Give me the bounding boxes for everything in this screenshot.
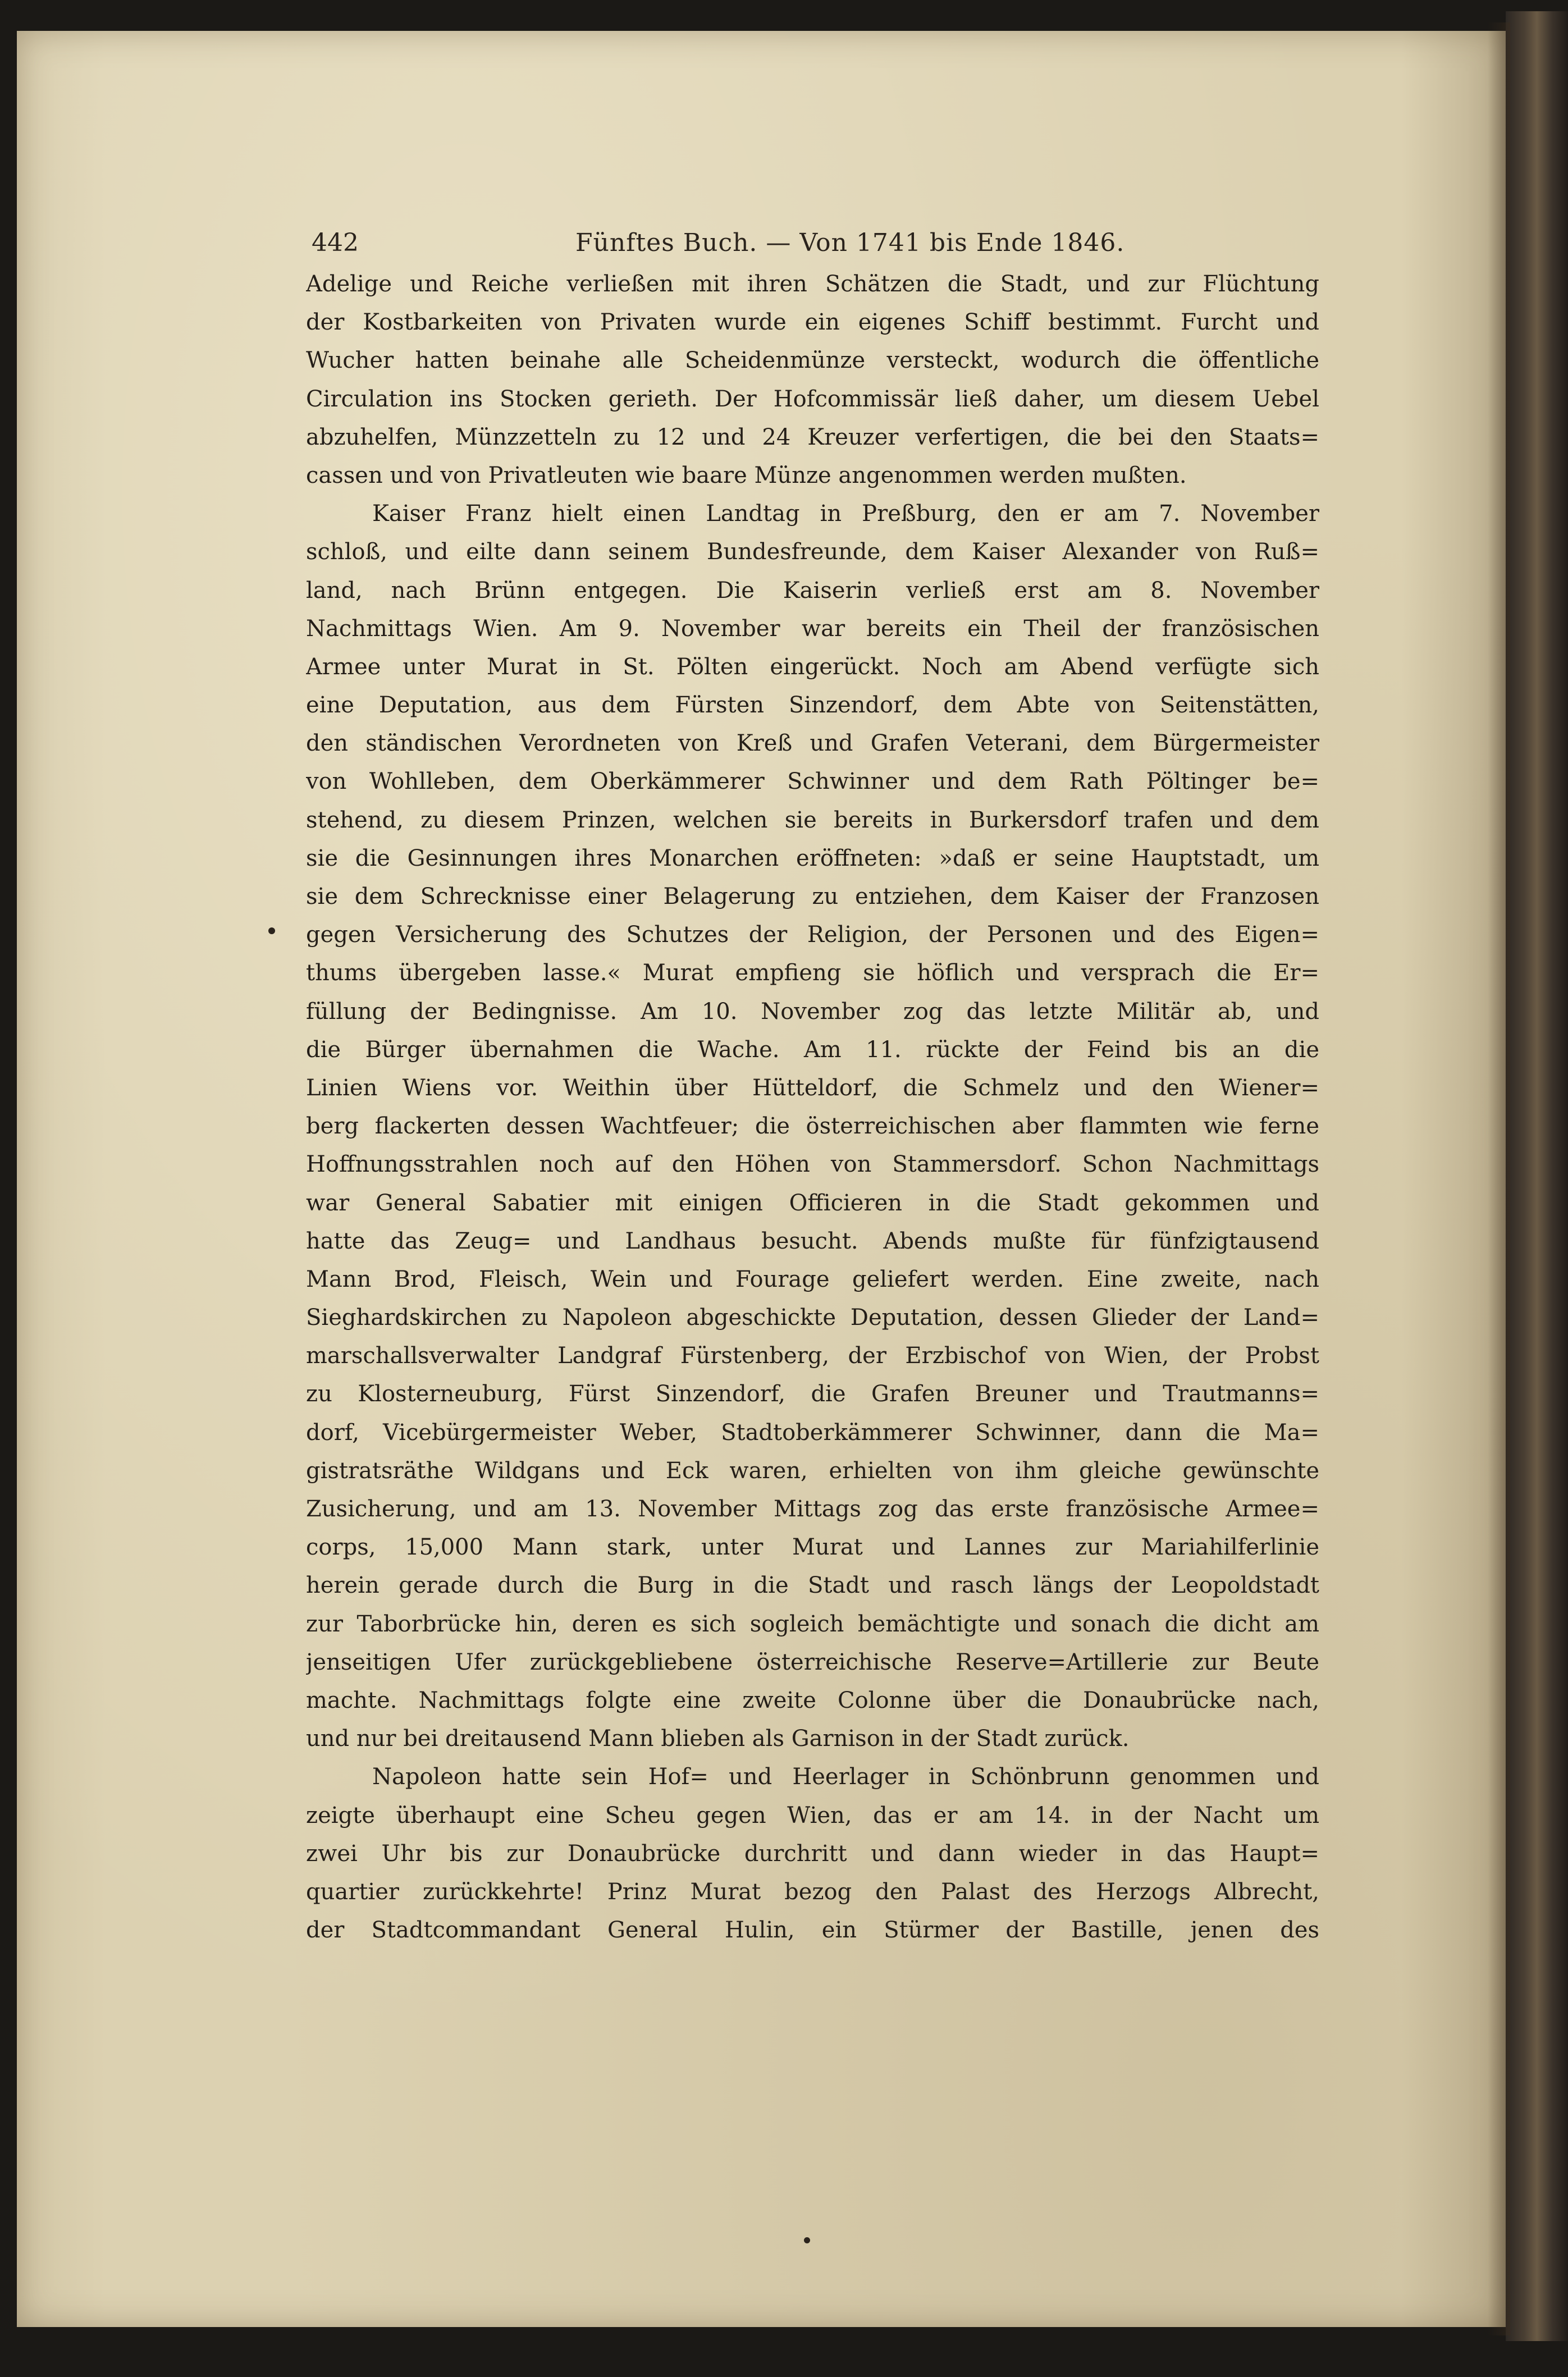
text-line: Armee unter Murat in St. Pölten eingerückt. Noch am Abend verfügte sich bbox=[306, 653, 1319, 680]
text-line: hatte das Zeug= und Landhaus besucht. Abends mußte für fünfzigtausend bbox=[306, 1228, 1319, 1254]
text-line: Zusicherung, und am 13. November Mittags zog das erste französische Armee= bbox=[306, 1496, 1319, 1522]
text-line: Wucher hatten beinahe alle Scheidenmünze versteckt, wodurch die öffentliche bbox=[306, 348, 1319, 374]
text-line: corps, 15,000 Mann stark, unter Murat und Lannes zur Mariahilferlinie bbox=[306, 1534, 1319, 1561]
text-line: quartier zurückkehrte! Prinz Murat bezog den Palast des Herzogs Albrecht, bbox=[306, 1878, 1319, 1905]
text-line: cassen und von Privatleuten wie baare Münze angenommen werden mußten. bbox=[306, 462, 1187, 488]
text-line: war General Sabatier mit einigen Officieren in die Stadt gekommen und bbox=[306, 1190, 1319, 1216]
text-line: von Wohlleben, dem Oberkämmerer Schwinner und dem Rath Pöltinger be= bbox=[306, 769, 1319, 795]
ink-dot-mark bbox=[268, 927, 275, 934]
text-line: Linien Wiens vor. Weithin über Hütteldorf, die Schmelz und den Wiener= bbox=[306, 1075, 1319, 1101]
text-line: Mann Brod, Fleisch, Wein und Fourage geliefert werden. Eine zweite, nach bbox=[306, 1266, 1319, 1292]
text-line: schloß, und eilte dann seinem Bundesfreunde, dem Kaiser Alexander von Ruß= bbox=[306, 539, 1319, 565]
page-gutter-shadow bbox=[1488, 22, 1510, 2335]
text-line: Nachmittags Wien. Am 9. November war bereits ein Theil der französischen bbox=[306, 615, 1319, 642]
text-line: sie dem Schrecknisse einer Belagerung zu entziehen, dem Kaiser der Franzosen bbox=[306, 884, 1319, 909]
body-text bbox=[306, 265, 1319, 1949]
text-line: machte. Nachmittags folgte eine zweite Colonne über die Donaubrücke nach, bbox=[306, 1687, 1319, 1713]
page-number: 442 bbox=[312, 228, 359, 257]
text-line: herein gerade durch die Burg in die Stadt und rasch längs der Leopoldstadt bbox=[306, 1573, 1319, 1599]
text-line: stehend, zu diesem Prinzen, welchen sie bereits in Burkersdorf trafen und dem bbox=[306, 807, 1319, 833]
text-line: Sieghardskirchen zu Napoleon abgeschickte Deputation, dessen Glieder der Land= bbox=[306, 1305, 1319, 1331]
text-line: sie die Gesinnungen ihres Monarchen eröffneten: »daß er seine Hauptstadt, um bbox=[306, 845, 1319, 871]
text-line: land, nach Brünn entgegen. Die Kaiserin verließ erst am 8. November bbox=[306, 577, 1319, 604]
text-line: zur Taborbrücke hin, deren es sich sogleich bemächtigte und sonach die dicht am bbox=[306, 1611, 1319, 1637]
text-line: berg flackerten dessen Wachtfeuer; die österreichischen aber flammten wie ferne bbox=[306, 1113, 1319, 1140]
text-line: Circulation ins Stocken gerieth. Der Hofcommissär ließ daher, um diesem Uebel bbox=[306, 386, 1319, 412]
book-binding bbox=[1506, 11, 1568, 2341]
page-header bbox=[312, 223, 1316, 263]
text-line: Hoffnungsstrahlen noch auf den Höhen von Stammersdorf. Schon Nachmittags bbox=[306, 1151, 1319, 1178]
text-line: füllung der Bedingnisse. Am 10. November zog das letzte Militär ab, und bbox=[306, 998, 1319, 1025]
text-line: zu Klosterneuburg, Fürst Sinzendorf, die Grafen Breuner und Trautmanns= bbox=[306, 1381, 1319, 1407]
text-line: Napoleon hatte sein Hof= und Heerlager in Schönbrunn genommen und bbox=[372, 1764, 1319, 1790]
text-line: abzuhelfen, Münzzetteln zu 12 und 24 Kreuzer verfertigen, die bei den Staats= bbox=[306, 424, 1319, 450]
text-line: marschallsverwalter Landgraf Fürstenberg, der Erzbischof von Wien, der Probst bbox=[306, 1343, 1319, 1369]
ink-dot-mark bbox=[804, 2237, 810, 2243]
text-line: jenseitigen Ufer zurückgebliebene österreichische Reserve=Artillerie zur Beute bbox=[306, 1649, 1319, 1675]
text-line: dorf, Vicebürgermeister Weber, Stadtoberkämmerer Schwinner, dann die Ma= bbox=[306, 1419, 1319, 1446]
text-line: zwei Uhr bis zur Donaubrücke durchritt und dann wieder in das Haupt= bbox=[306, 1840, 1319, 1867]
text-line: die Bürger übernahmen die Wache. Am 11. rückte der Feind bis an die bbox=[306, 1036, 1319, 1063]
text-line: gegen Versicherung des Schutzes der Religion, der Personen und des Eigen= bbox=[306, 922, 1319, 948]
text-line: Adelige und Reiche verließen mit ihren Schätzen die Stadt, und zur Flüchtung bbox=[306, 271, 1319, 297]
running-head: Fünftes Buch. — Von 1741 bis Ende 1846. bbox=[575, 228, 1125, 257]
text-line: Kaiser Franz hielt einen Landtag in Preßburg, den er am 7. November bbox=[372, 501, 1319, 527]
text-line: der Stadtcommandant General Hulin, ein Stürmer der Bastille, jenen des bbox=[306, 1917, 1319, 1944]
text-line: der Kostbarkeiten von Privaten wurde ein eigenes Schiff bestimmt. Furcht und bbox=[306, 309, 1319, 336]
text-line: gistratsräthe Wildgans und Eck waren, erhielten von ihm gleiche gewünschte bbox=[306, 1457, 1319, 1484]
text-line: zeigte überhaupt eine Scheu gegen Wien, das er am 14. in der Nacht um bbox=[306, 1802, 1319, 1829]
text-line: eine Deputation, aus dem Fürsten Sinzendorf, dem Abte von Seitenstätten, bbox=[306, 692, 1319, 719]
text-line: und nur bei dreitausend Mann blieben als Garnison in der Stadt zurück. bbox=[306, 1726, 1130, 1752]
text-line: den ständischen Verordneten von Kreß und Grafen Veterani, dem Bürgermeister bbox=[306, 730, 1319, 757]
text-line: thums übergeben lasse.« Murat empfieng sie höflich und versprach die Er= bbox=[306, 960, 1319, 986]
